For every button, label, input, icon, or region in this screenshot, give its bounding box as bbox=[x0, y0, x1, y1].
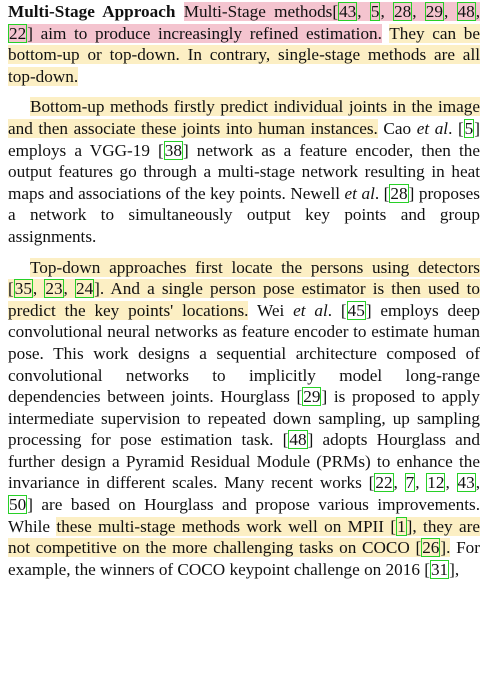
citation-link[interactable]: 24 bbox=[75, 279, 94, 299]
citation-link[interactable]: 28 bbox=[390, 183, 408, 203]
citation-link[interactable]: 38 bbox=[164, 140, 182, 160]
citation-link[interactable]: 45 bbox=[347, 300, 365, 320]
citation-link[interactable]: 43 bbox=[457, 473, 475, 493]
highlight-yellow: They can be bottom-up or top-down. bbox=[8, 23, 481, 65]
citation-link[interactable]: 26 bbox=[422, 538, 440, 558]
citation-link[interactable]: 1 bbox=[397, 516, 406, 536]
paper-text-column bbox=[8, 0, 480, 580]
citation-link[interactable]: 29 bbox=[303, 387, 321, 407]
citation-link[interactable]: 7 bbox=[405, 473, 415, 493]
highlight-yellow: Top-down approaches first locate the persons using detectors [35, 23, 24]. bbox=[8, 257, 480, 299]
paragraph-top-down: Top-down approaches first locate the persons using detectors [35, 23, 24]. And a single person pose estimator is then used to predict the key points' locations. Wei et al. [45] employs deep convolutional neural networks as feature encoder to estimate human pose. This work designs a sequential architecture composed of convolutional networks to implicitly model long-range dependencies between joints. Hourglass [29] is proposed to apply intermediate supervision to repeated down sampling, up sampling processing for pose estimation task. [48] adopts Hourglass and further design a Pyramid Residual Module (PRMs) to enhance the invariance in different scales. Many recent works [22, 7, 12, 43, 50] are based on Hourglass and propose various improvements. While these multi-stage methods work well on MPII [1], they are not competitive on the more challenging tasks on COCO [26]. For example, the winners of COCO keypoint challenge on 2016 [31], bbox=[8, 257, 481, 579]
highlight-yellow: In contrary, single-stage methods are all top-down. bbox=[8, 45, 480, 86]
highlight-pink: Multi-Stage methods[43, 5, 28, 29, 48, 22] aim to produce increasingly refined estimation. bbox=[9, 2, 481, 43]
citation-link[interactable]: 48 bbox=[289, 430, 307, 450]
citation-link[interactable]: 22 bbox=[375, 473, 393, 493]
citation-link[interactable]: 35 bbox=[14, 279, 32, 299]
citation-link[interactable]: 12 bbox=[427, 473, 445, 493]
citation-link[interactable]: 5 bbox=[464, 118, 474, 138]
citation-link[interactable]: 5 bbox=[370, 2, 380, 21]
citation-link[interactable]: 29 bbox=[425, 2, 443, 21]
highlight-yellow: Bottom-up methods firstly predict individual joints in the image and then associate these joints into human instances. bbox=[8, 97, 480, 138]
citation-link[interactable]: 28 bbox=[394, 2, 412, 21]
highlight-yellow: And a single person pose estimator is then used to predict the key points' locations. bbox=[8, 279, 481, 320]
section-title: Multi-Stage Approach bbox=[8, 2, 176, 21]
highlight-yellow: these multi-stage methods work well on MPII [1], they are not competitive on the more challenging tasks on COCO [26]. bbox=[8, 516, 481, 558]
paragraph-multi-stage bbox=[8, 1, 480, 87]
paragraph-bottom-up: Bottom-up methods firstly predict individual joints in the image and then associate these joints into human instances. Cao et al. [5] employs a VGG-19 [38] network as a feature encoder, then the output features go through a multi-stage network resulting in heat maps and associations of the key points. Newell et al. [28] proposes a network to simultaneously output key points and group assignments. bbox=[8, 97, 480, 246]
citation-link[interactable]: 48 bbox=[457, 2, 475, 21]
citation-link[interactable]: 50 bbox=[9, 495, 27, 515]
citation-link[interactable]: 22 bbox=[9, 23, 27, 43]
citation-link[interactable]: 43 bbox=[339, 2, 357, 21]
citation-link[interactable]: 23 bbox=[45, 279, 63, 299]
citation-link[interactable]: 31 bbox=[430, 559, 449, 579]
